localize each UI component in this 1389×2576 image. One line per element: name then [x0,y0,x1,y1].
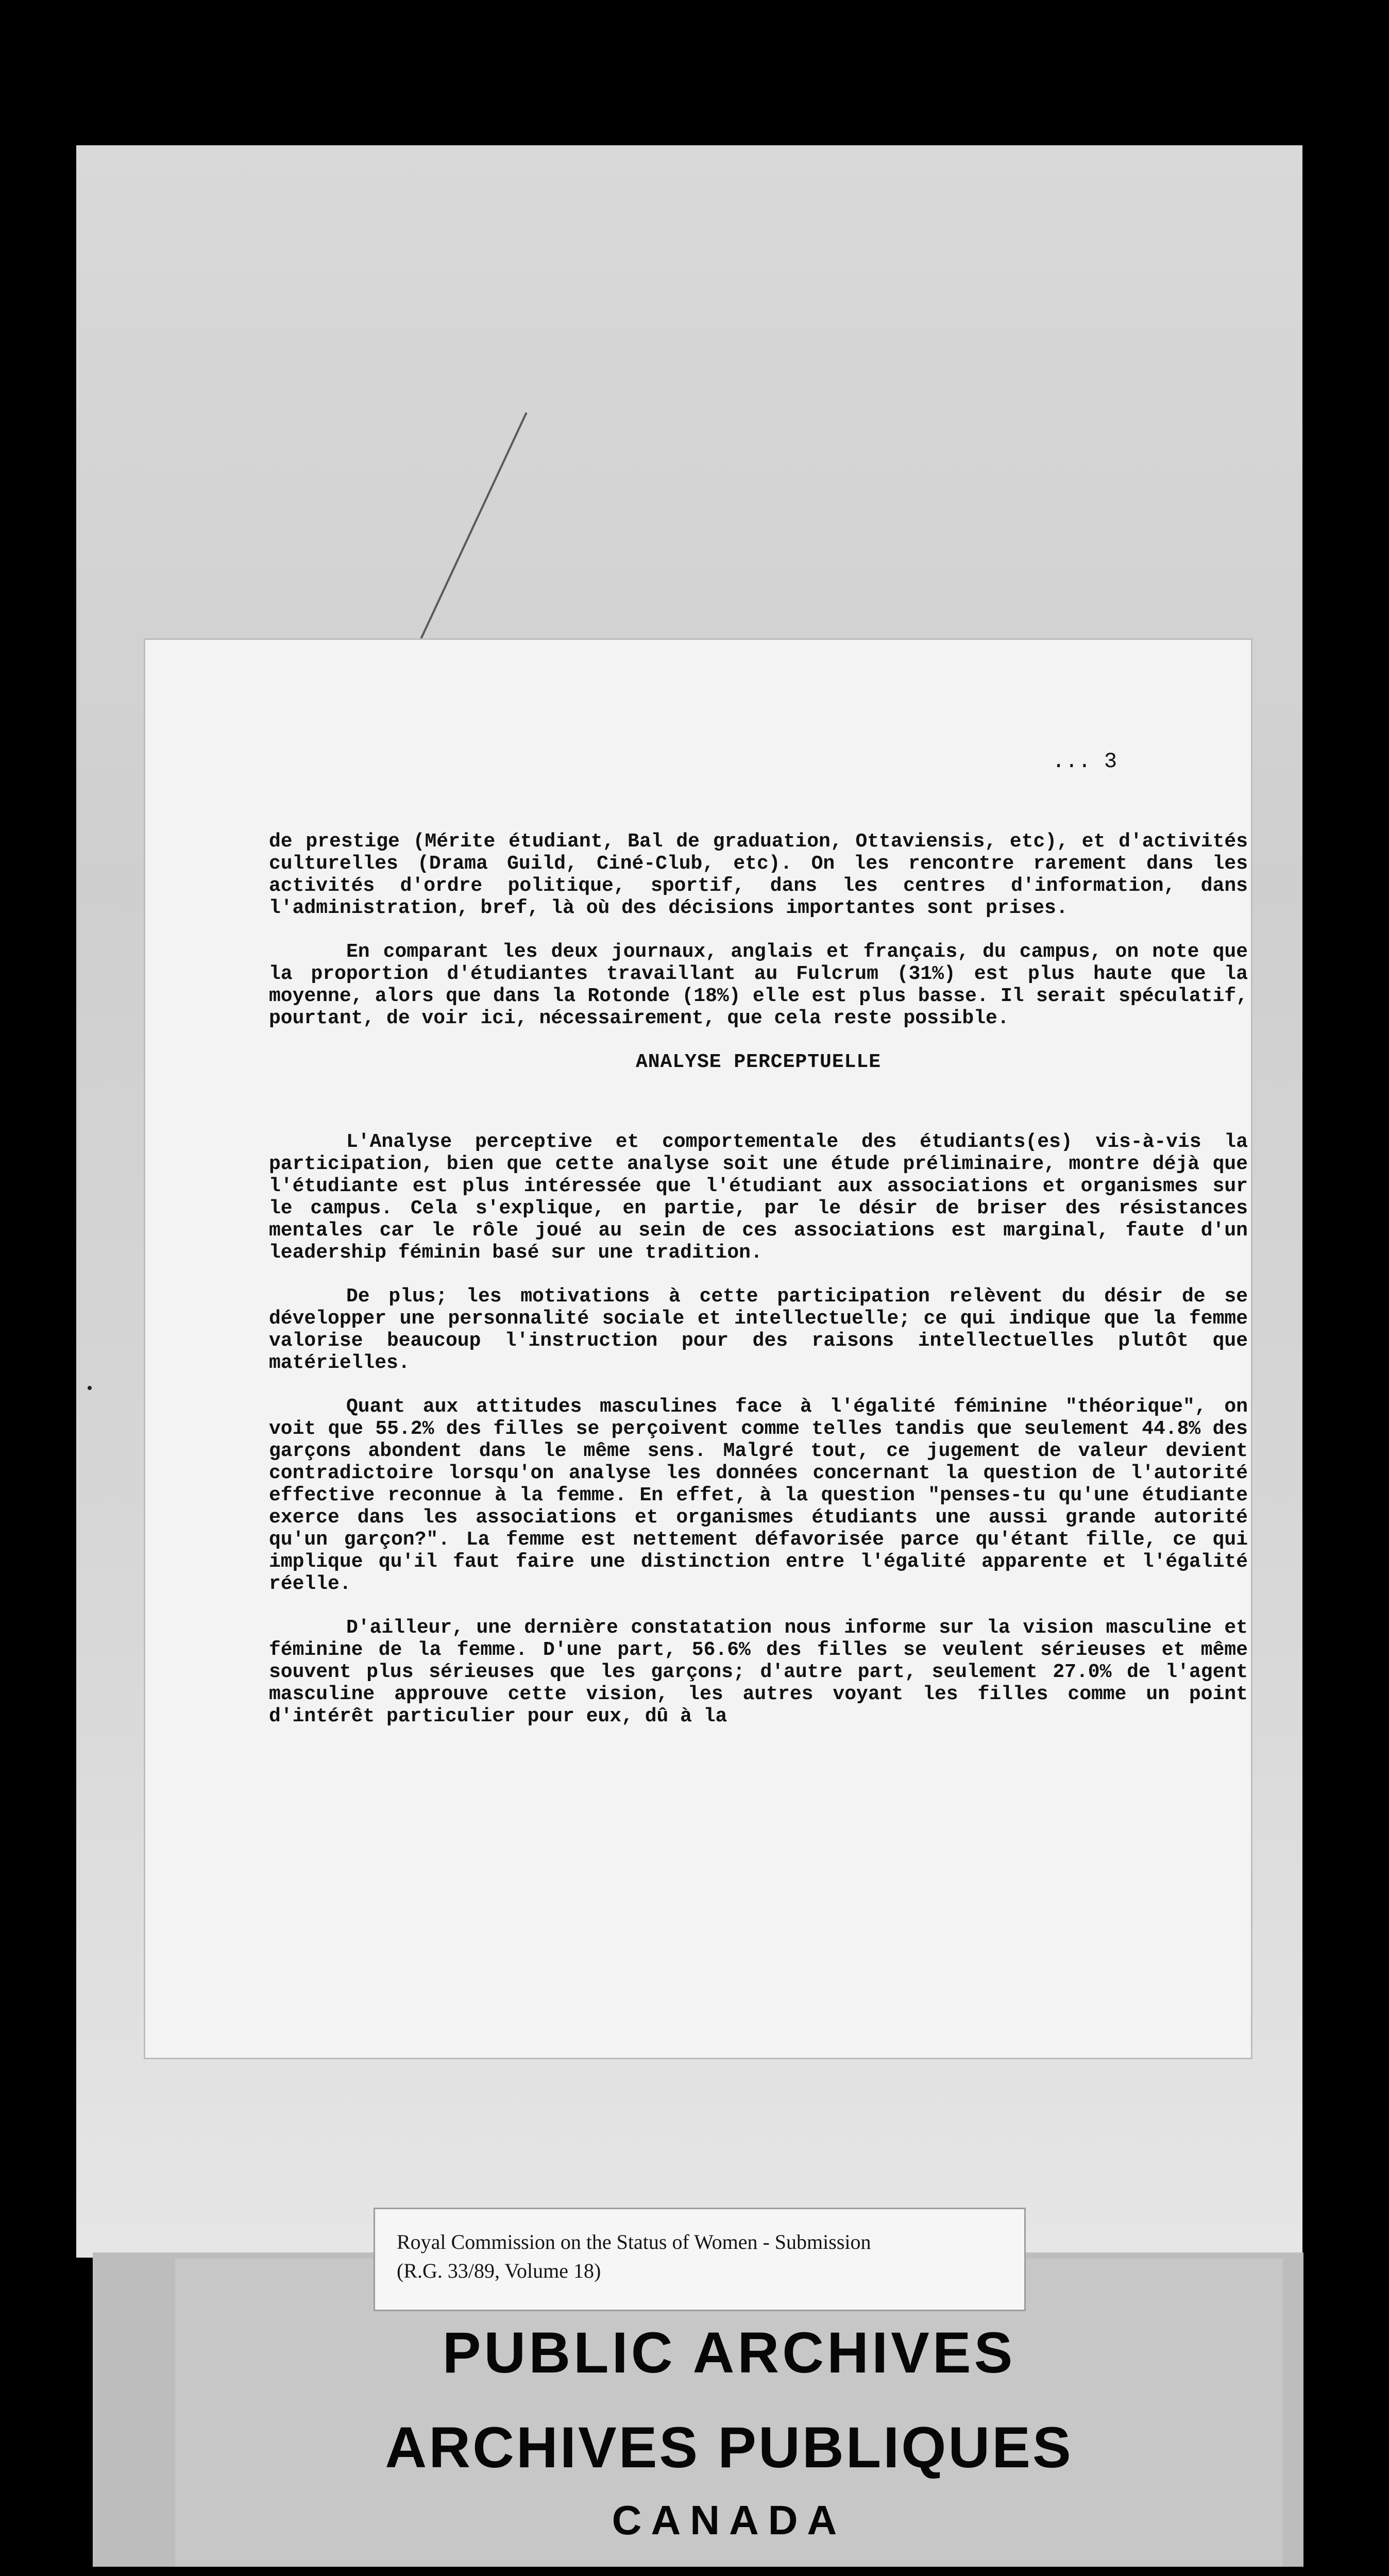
reference-label [375,2209,1024,2310]
speck [88,1386,92,1390]
paragraph: L'Analyse perceptive et comportementale des étudiants(es) vis-à-vis la participation, bien que cette analyse soit une étude préliminaire, montre déjà que l'étudiante est plus intéressée que l'étudiant aux associations et organismes sur le campus. Cela s'explique, en partie, par le désir de briser des résistances mentales car le rôle joué au sein de ces associations est marginal, faute d'un leadership féminin basé sur une tradition. [269,1131,1248,1264]
paragraph: Quant aux attitudes masculines face à l'égalité féminine "théorique", on voit que 55.2% des filles se perçoivent comme telles tandis que seulement 44.8% des garçons abondent dans le même sens. Malgré tout, ce jugement de valeur devient contradictoire lorsqu'on analyse les données concernant la question de l'autorité effective reconnue à la femme. En effet, à la question "penses-tu qu'une étudiante exerce dans les associations et organismes étudiants une aussi grande autorité qu'un garçon?". La femme est nettement défavorisée parce qu'étant fille, ce qui implique qu'il faut faire une distinction entre l'égalité apparente et l'égalité réelle. [269,1396,1248,1595]
body-text [269,831,1248,1749]
paragraph: En comparant les deux journaux, anglais et français, du campus, on note que la proportion d'étudiantes travaillant au Fulcrum (31%) est plus haute que la moyenne, alors que dans la Rotonde (18%) elle est plus basse. Il serait spéculatif, pourtant, de voir ici, nécessairement, que cela reste possible. [269,941,1248,1029]
section-heading: ANALYSE PERCEPTUELLE [635,1051,882,1073]
stamp-line-french: ARCHIVES PUBLIQUES [385,2415,1073,2480]
stamp-line-country: CANADA [612,2497,846,2543]
stamp-line-english: PUBLIC ARCHIVES [442,2320,1016,2385]
paragraph: de prestige (Mérite étudiant, Bal de graduation, Ottaviensis, etc), et d'activités culturelles (Drama Guild, Ciné-Club, etc). On les rencontre rarement dans les activités d'ordre politique, sportif, dans les centres d'information, dans l'administration, bref, là où des décisions importantes sont prises. [269,831,1248,919]
document-page [145,640,1251,2058]
label-reference: (R.G. 33/89, Volume 18) [397,2259,601,2282]
paragraph: De plus; les motivations à cette participation relèvent du désir de se développer une personnalité sociale et intellectuelle; ce qui indique que la femme valorise beaucoup l'instruction pour des raisons intellectuelles plutôt que matérielles. [269,1285,1248,1374]
page-number: ... 3 [1052,749,1117,774]
label-title: Royal Commission on the Status of Women - Submission [397,2230,871,2253]
paragraph: D'ailleur, une dernière constatation nous informe sur la vision masculine et féminine de la femme. D'une part, 56.6% des filles se veulent sérieuses et même souvent plus sérieuses que les garçons; d'autre part, seulement 27.0% de l'agent masculine approuve cette vision, les autres voyant les filles comme un point d'intérêt particulier pour eux, dû à la [269,1617,1248,1727]
